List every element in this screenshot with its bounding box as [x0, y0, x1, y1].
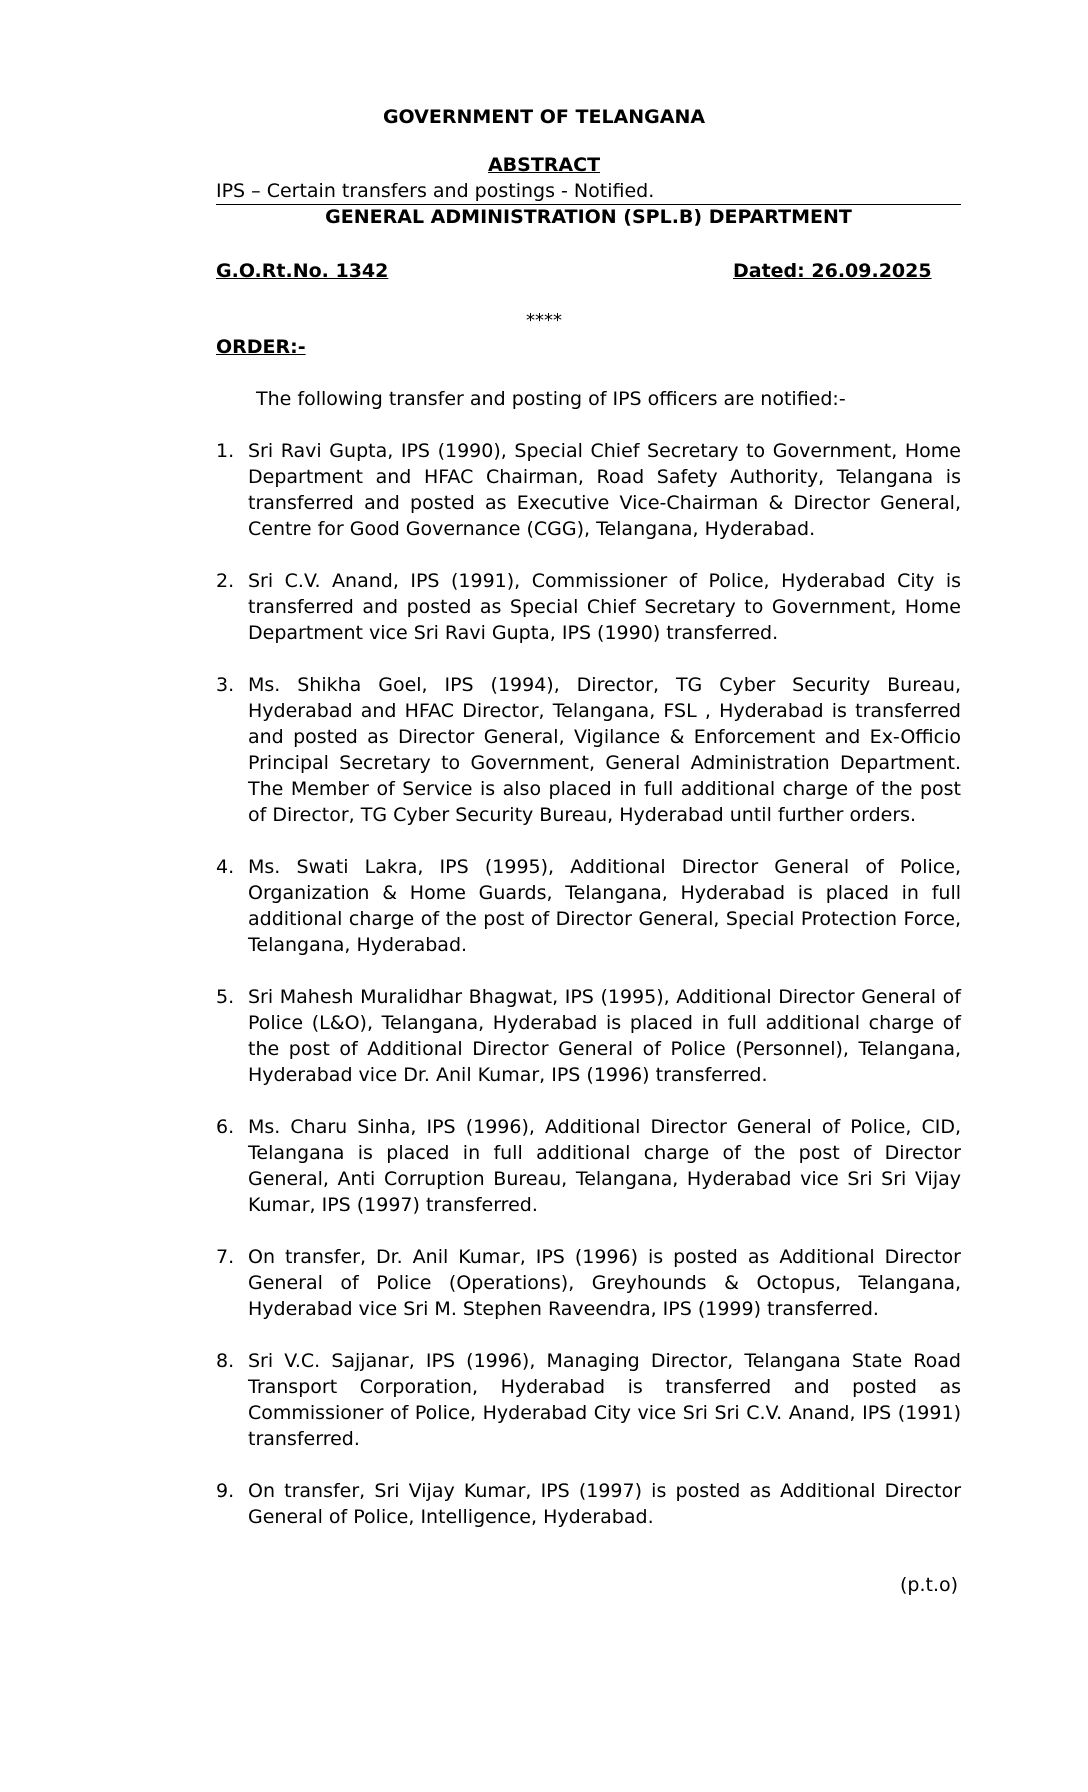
item-text: Sri V.C. Sajjanar, IPS (1996), Managing Director, Telangana State Road Transport Corporation, Hyderabad is transferred and posted as Commissioner of Police, Hyderabad City vice Sri Sri C.V. Anand, IPS (1991) transferred. [248, 1350, 961, 1450]
order-intro: The following transfer and posting of IPS officers are notified:- [256, 388, 846, 410]
item-number: 8. [216, 1350, 235, 1372]
order-item [216, 1244, 961, 1322]
separator: **** [526, 310, 562, 331]
government-title: GOVERNMENT OF TELANGANA [382, 106, 706, 128]
item-number: 2. [216, 570, 235, 592]
go-number: G.O.Rt.No. 1342 [216, 260, 389, 282]
order-item [216, 672, 961, 828]
abstract-heading: ABSTRACT [487, 154, 601, 176]
item-text: Sri Ravi Gupta, IPS (1990), Special Chief Secretary to Government, Home Department and HFAC Chairman, Road Safety Authority, Telangana is transferred and posted as Executive Vice-Chairman & Director General, Centre for Good Governance (CGG), Telangana, Hyderabad. [248, 440, 961, 540]
order-item [216, 1114, 961, 1218]
item-text: Sri Mahesh Muralidhar Bhagwat, IPS (1995), Additional Director General of Police (L&O), Telangana, Hyderabad is placed in full additional charge of the post of Additional Director General of Police (Personnel), Telangana, Hyderabad vice Dr. Anil Kumar, IPS (1996) transferred. [248, 986, 961, 1086]
order-heading: ORDER:- [216, 336, 306, 358]
order-item [216, 1348, 961, 1452]
order-item [216, 568, 961, 646]
order-item [216, 984, 961, 1088]
order-item [216, 1478, 961, 1530]
item-text: Sri C.V. Anand, IPS (1991), Commissioner of Police, Hyderabad City is transferred and posted as Special Chief Secretary to Government, Home Department vice Sri Ravi Gupta, IPS (1990) transferred. [248, 570, 961, 644]
order-item [216, 854, 961, 958]
order-list [216, 438, 961, 1556]
item-number: 3. [216, 674, 235, 696]
item-number: 6. [216, 1116, 235, 1138]
item-text: Ms. Swati Lakra, IPS (1995), Additional Director General of Police, Organization & Home Guards, Telangana, Hyderabad is placed in full additional charge of the post of Director General, Special Protection Force, Telangana, Hyderabad. [248, 856, 961, 956]
item-text: On transfer, Dr. Anil Kumar, IPS (1996) is posted as Additional Director General of Police (Operations), Greyhounds & Octopus, Telangana, Hyderabad vice Sri M. Stephen Raveendra, IPS (1999) transferred. [248, 1246, 961, 1320]
item-number: 9. [216, 1480, 235, 1502]
item-number: 4. [216, 856, 235, 878]
item-number: 1. [216, 440, 235, 462]
item-text: Ms. Charu Sinha, IPS (1996), Additional Director General of Police, CID, Telangana is placed in full additional charge of the post of Director General, Anti Corruption Bureau, Telangana, Hyderabad vice Sri Sri Vijay Kumar, IPS (1997) transferred. [248, 1116, 961, 1216]
page-turn-over: (p.t.o) [900, 1574, 959, 1596]
item-text: Ms. Shikha Goel, IPS (1994), Director, TG Cyber Security Bureau, Hyderabad and HFAC Director, Telangana, FSL , Hyderabad is transferred and posted as Director General, Vigilance & Enforcement and Ex-Officio Principal Secretary to Government, General Administration Department. The Member of Service is also placed in full additional charge of the post of Director, TG Cyber Security Bureau, Hyderabad until further orders. [248, 674, 961, 826]
item-number: 5. [216, 986, 235, 1008]
department-title: GENERAL ADMINISTRATION (SPL.B) DEPARTMENT [325, 206, 852, 228]
subject-line: IPS – Certain transfers and postings - Notified. [216, 180, 961, 205]
order-item [216, 438, 961, 542]
order-date: Dated: 26.09.2025 [733, 260, 932, 282]
item-text: On transfer, Sri Vijay Kumar, IPS (1997) is posted as Additional Director General of Police, Intelligence, Hyderabad. [248, 1480, 961, 1528]
item-number: 7. [216, 1246, 235, 1268]
